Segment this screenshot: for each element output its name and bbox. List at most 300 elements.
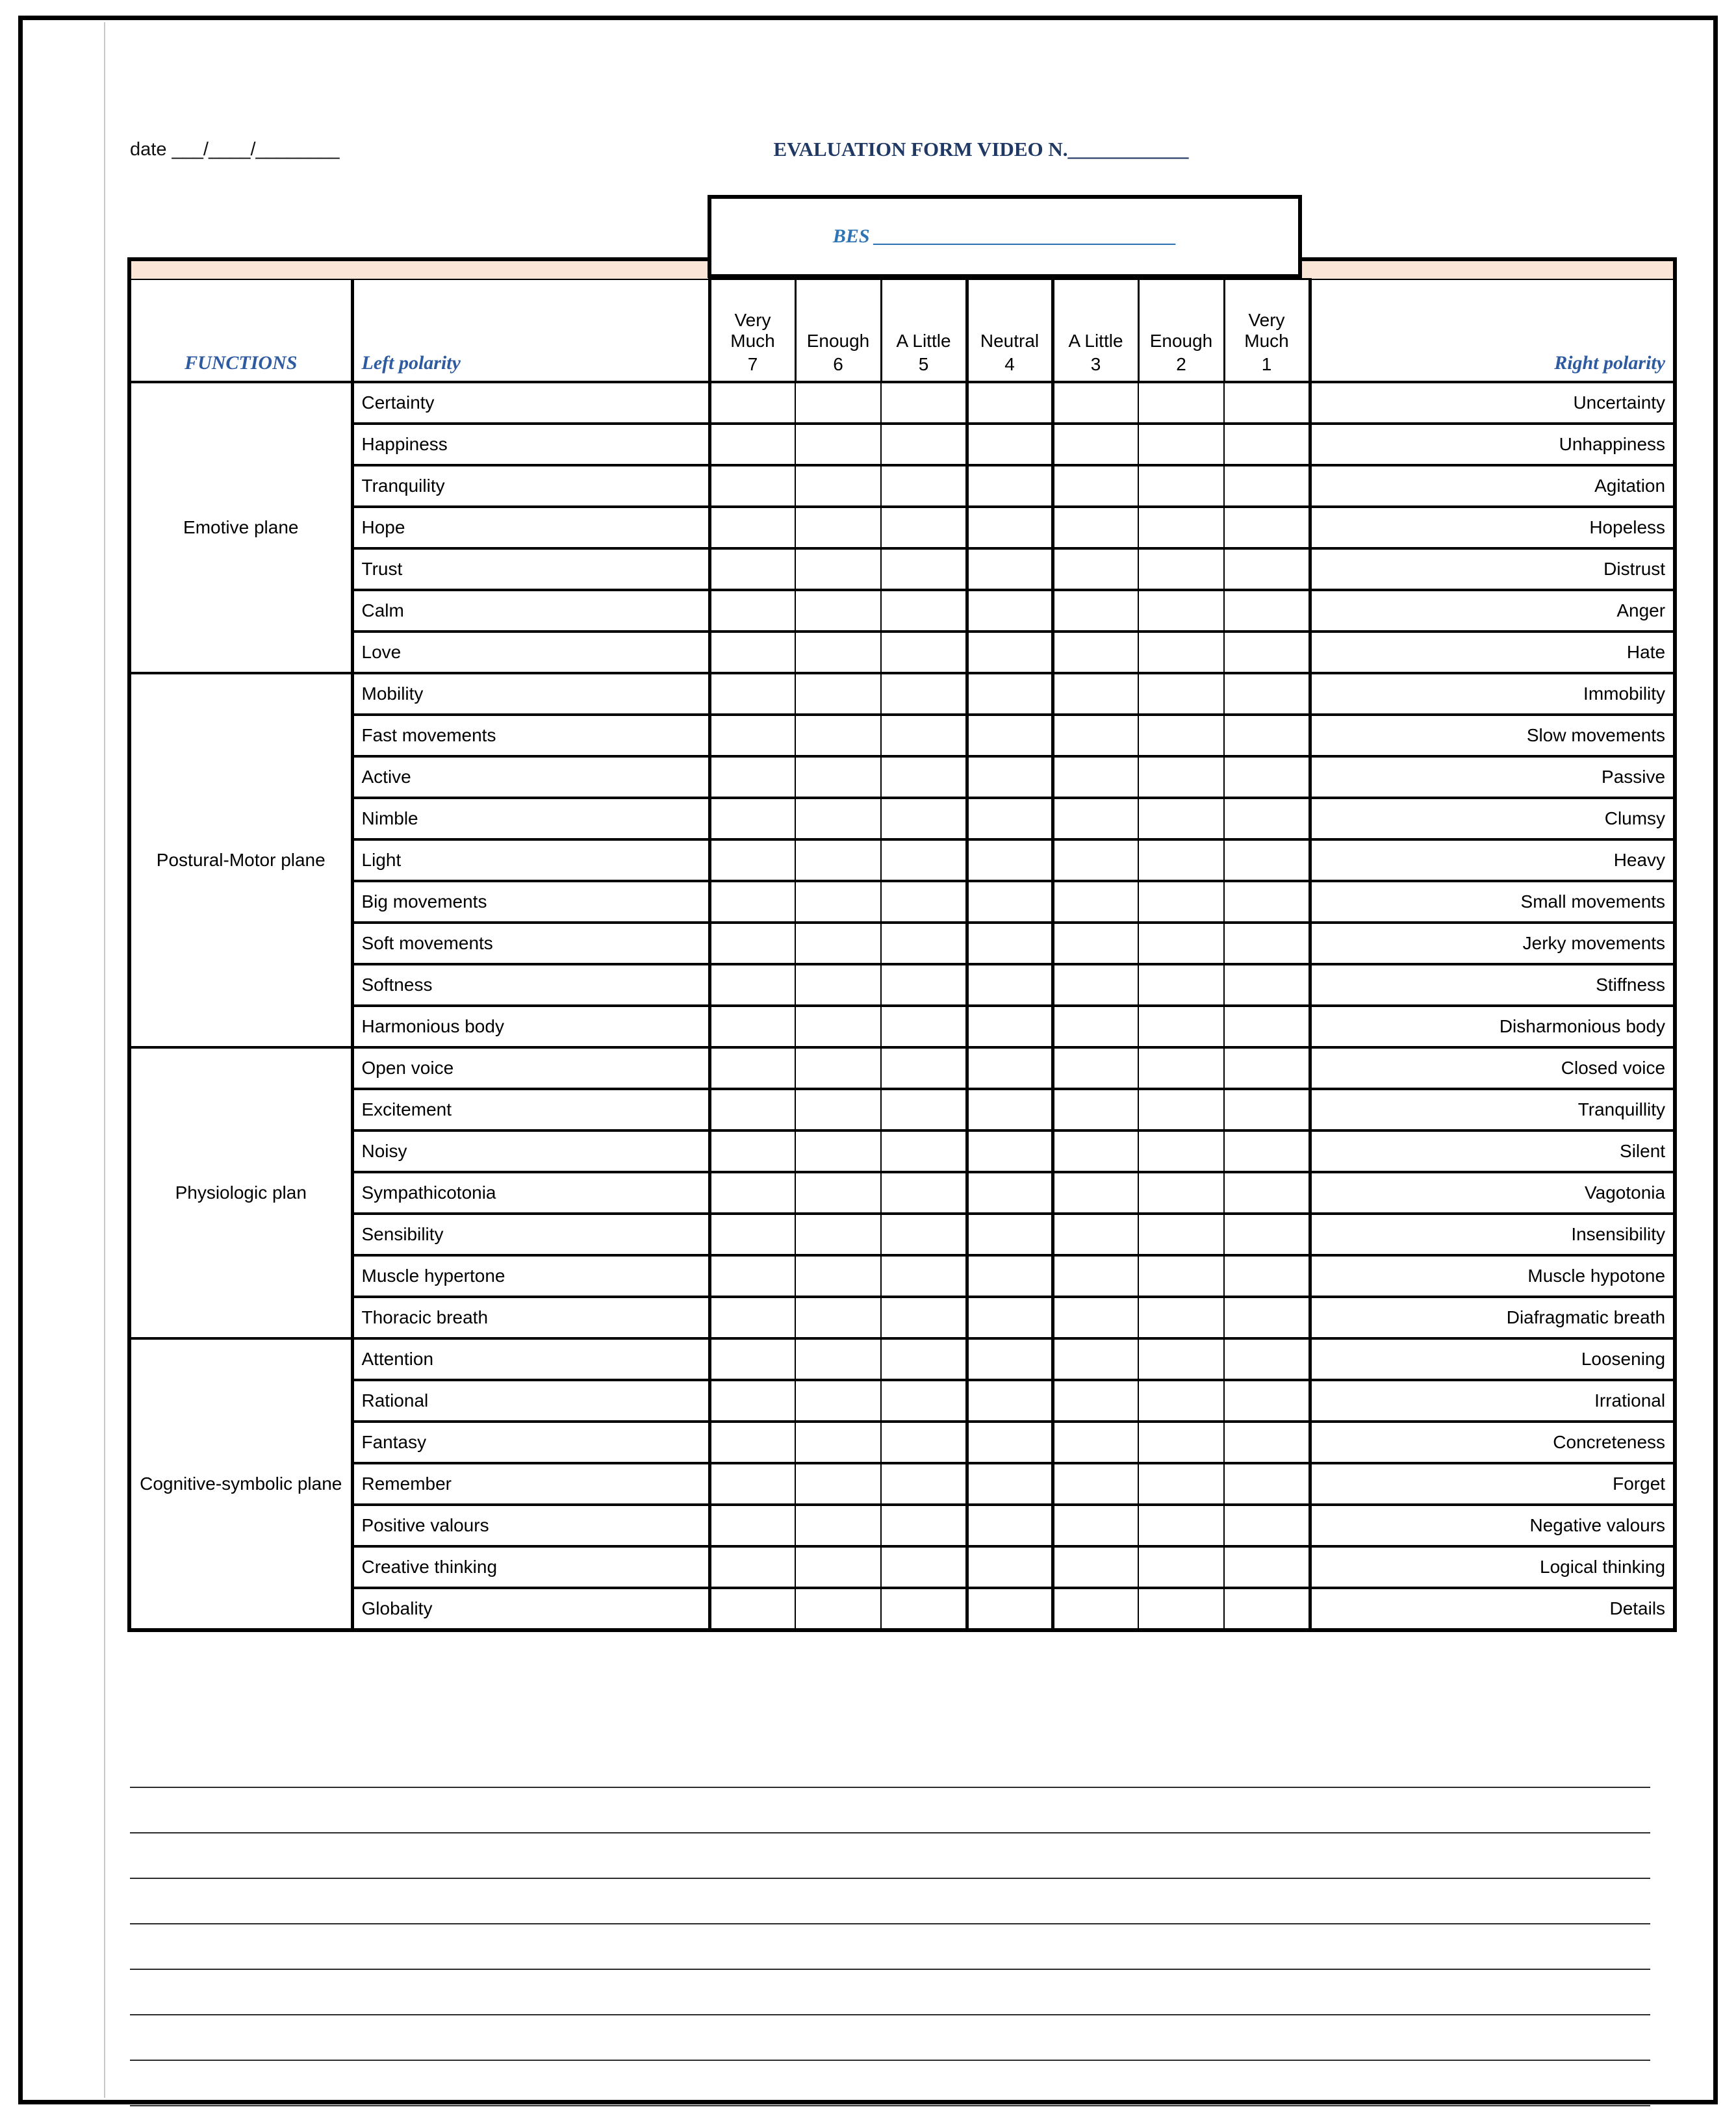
polarity-right-cell: Logical thinking bbox=[1310, 1546, 1675, 1588]
rating-cell[interactable] bbox=[967, 923, 1053, 964]
table-row bbox=[129, 881, 1675, 923]
rating-cell[interactable] bbox=[1053, 632, 1138, 673]
rating-cell[interactable] bbox=[881, 1297, 967, 1338]
rating-cell[interactable] bbox=[881, 1089, 967, 1130]
table-row bbox=[129, 1422, 1675, 1463]
rating-cell[interactable] bbox=[1224, 923, 1310, 964]
rating-cell[interactable] bbox=[1138, 1297, 1224, 1338]
rating-cell[interactable] bbox=[709, 1255, 795, 1297]
note-line[interactable] bbox=[130, 1970, 1650, 2015]
rating-cell[interactable] bbox=[795, 632, 881, 673]
rating-cell[interactable] bbox=[1224, 424, 1310, 465]
table-header-row bbox=[129, 279, 1675, 382]
rating-cell[interactable] bbox=[795, 1255, 881, 1297]
rating-cell[interactable] bbox=[709, 424, 795, 465]
rating-cell[interactable] bbox=[709, 465, 795, 507]
rating-cell[interactable] bbox=[1224, 1255, 1310, 1297]
rating-cell[interactable] bbox=[1224, 1588, 1310, 1630]
rating-cell[interactable] bbox=[1224, 964, 1310, 1006]
rating-cell[interactable] bbox=[967, 964, 1053, 1006]
rating-cell[interactable] bbox=[1138, 756, 1224, 798]
rating-cell[interactable] bbox=[881, 1588, 967, 1630]
rating-column-header: Enough 2 bbox=[1138, 279, 1224, 382]
rating-cell[interactable] bbox=[1224, 715, 1310, 756]
function-group-cell: Postural-Motor plane bbox=[129, 673, 352, 1047]
rating-cell[interactable] bbox=[1053, 756, 1138, 798]
polarity-left-cell: Fantasy bbox=[352, 1422, 709, 1463]
rating-cell[interactable] bbox=[881, 756, 967, 798]
rating-cell[interactable] bbox=[881, 1172, 967, 1214]
rating-cell[interactable] bbox=[1138, 1338, 1224, 1380]
rating-cell[interactable] bbox=[1138, 1380, 1224, 1422]
polarity-left-cell: Trust bbox=[352, 548, 709, 590]
rating-cell[interactable] bbox=[1224, 632, 1310, 673]
rating-cell[interactable] bbox=[881, 424, 967, 465]
rating-cell[interactable] bbox=[1224, 881, 1310, 923]
table-row bbox=[129, 1546, 1675, 1588]
polarity-right-cell: Tranquillity bbox=[1310, 1089, 1675, 1130]
polarity-left-cell: Rational bbox=[352, 1380, 709, 1422]
rating-cell[interactable] bbox=[1224, 1380, 1310, 1422]
rating-cell[interactable] bbox=[1053, 1505, 1138, 1546]
rating-cell[interactable] bbox=[1053, 548, 1138, 590]
polarity-right-cell: Diafragmatic breath bbox=[1310, 1297, 1675, 1338]
rating-cell[interactable] bbox=[1138, 923, 1224, 964]
rating-cell[interactable] bbox=[1138, 798, 1224, 839]
bes-box[interactable] bbox=[708, 195, 1302, 278]
rating-cell[interactable] bbox=[967, 1172, 1053, 1214]
rating-cell[interactable] bbox=[881, 715, 967, 756]
polarity-right-cell: Uncertainty bbox=[1310, 382, 1675, 424]
rating-cell[interactable] bbox=[881, 465, 967, 507]
rating-cell[interactable] bbox=[881, 923, 967, 964]
rating-cell[interactable] bbox=[709, 1422, 795, 1463]
rating-cell[interactable] bbox=[795, 1130, 881, 1172]
table-row bbox=[129, 1089, 1675, 1130]
rating-cell[interactable] bbox=[795, 590, 881, 632]
rating-cell[interactable] bbox=[1138, 465, 1224, 507]
functions-header: FUNCTIONS bbox=[129, 279, 352, 382]
rating-cell[interactable] bbox=[881, 632, 967, 673]
rating-cell[interactable] bbox=[795, 1006, 881, 1047]
rating-cell[interactable] bbox=[1138, 1214, 1224, 1255]
polarity-right-cell: Distrust bbox=[1310, 548, 1675, 590]
rating-cell[interactable] bbox=[795, 382, 881, 424]
rating-cell[interactable] bbox=[1138, 382, 1224, 424]
function-group-cell: Physiologic plan bbox=[129, 1047, 352, 1338]
rating-cell[interactable] bbox=[881, 590, 967, 632]
rating-cell[interactable] bbox=[1224, 673, 1310, 715]
rating-cell[interactable] bbox=[1138, 424, 1224, 465]
rating-cell[interactable] bbox=[709, 1380, 795, 1422]
polarity-left-cell: Certainty bbox=[352, 382, 709, 424]
rating-cell[interactable] bbox=[1224, 1214, 1310, 1255]
rating-cell[interactable] bbox=[967, 1089, 1053, 1130]
rating-cell[interactable] bbox=[1053, 1214, 1138, 1255]
rating-cell[interactable] bbox=[795, 715, 881, 756]
rating-cell[interactable] bbox=[1053, 1089, 1138, 1130]
rating-cell[interactable] bbox=[1224, 1422, 1310, 1463]
notes-section bbox=[130, 1743, 1650, 2106]
rating-cell[interactable] bbox=[967, 1380, 1053, 1422]
table-row bbox=[129, 839, 1675, 881]
rating-column-header: Neutral 4 bbox=[967, 279, 1053, 382]
polarity-left-cell: Soft movements bbox=[352, 923, 709, 964]
rating-column-header: Enough 6 bbox=[795, 279, 881, 382]
rating-cell[interactable] bbox=[967, 1214, 1053, 1255]
rating-cell[interactable] bbox=[1138, 632, 1224, 673]
rating-cell[interactable] bbox=[795, 1047, 881, 1089]
rating-cell[interactable] bbox=[967, 1546, 1053, 1588]
function-group-cell: Cognitive-symbolic plane bbox=[129, 1338, 352, 1630]
note-line[interactable] bbox=[130, 1788, 1650, 1833]
rating-cell[interactable] bbox=[795, 1422, 881, 1463]
page-title: EVALUATION FORM VIDEO N.____________ bbox=[773, 138, 1189, 160]
rating-cell[interactable] bbox=[1224, 1172, 1310, 1214]
rating-cell[interactable] bbox=[1138, 673, 1224, 715]
rating-cell[interactable] bbox=[881, 1255, 967, 1297]
rating-cell[interactable] bbox=[1053, 1130, 1138, 1172]
rating-column-header: Very Much 7 bbox=[709, 279, 795, 382]
function-group-cell: Emotive plane bbox=[129, 382, 352, 673]
rating-cell[interactable] bbox=[967, 548, 1053, 590]
rating-cell[interactable] bbox=[1224, 1463, 1310, 1505]
rating-cell[interactable] bbox=[1138, 590, 1224, 632]
rating-cell[interactable] bbox=[1138, 548, 1224, 590]
bes-label: BES _______________________________ bbox=[832, 225, 1177, 247]
table-row bbox=[129, 1255, 1675, 1297]
rating-cell[interactable] bbox=[1138, 1130, 1224, 1172]
rating-cell[interactable] bbox=[881, 881, 967, 923]
rating-cell[interactable] bbox=[1053, 715, 1138, 756]
rating-cell[interactable] bbox=[709, 1214, 795, 1255]
polarity-left-cell: Hope bbox=[352, 507, 709, 548]
rating-cell[interactable] bbox=[709, 964, 795, 1006]
polarity-right-cell: Agitation bbox=[1310, 465, 1675, 507]
note-line[interactable] bbox=[130, 2015, 1650, 2061]
polarity-right-cell: Muscle hypotone bbox=[1310, 1255, 1675, 1297]
rating-cell[interactable] bbox=[709, 839, 795, 881]
rating-cell[interactable] bbox=[1053, 590, 1138, 632]
rating-cell[interactable] bbox=[967, 798, 1053, 839]
rating-cell[interactable] bbox=[967, 590, 1053, 632]
rating-column-header: A Little 3 bbox=[1053, 279, 1138, 382]
rating-cell[interactable] bbox=[709, 881, 795, 923]
rating-cell[interactable] bbox=[1138, 507, 1224, 548]
rating-cell[interactable] bbox=[709, 1130, 795, 1172]
rating-cell[interactable] bbox=[795, 465, 881, 507]
rating-cell[interactable] bbox=[1138, 1588, 1224, 1630]
rating-cell[interactable] bbox=[967, 839, 1053, 881]
rating-cell[interactable] bbox=[795, 881, 881, 923]
polarity-left-cell: Positive valours bbox=[352, 1505, 709, 1546]
rating-cell[interactable] bbox=[1053, 881, 1138, 923]
rating-cell[interactable] bbox=[709, 1463, 795, 1505]
polarity-right-cell: Details bbox=[1310, 1588, 1675, 1630]
table-row bbox=[129, 1214, 1675, 1255]
rating-cell[interactable] bbox=[967, 1255, 1053, 1297]
rating-cell[interactable] bbox=[1224, 1089, 1310, 1130]
rating-cell[interactable] bbox=[881, 1422, 967, 1463]
rating-cell[interactable] bbox=[1138, 1546, 1224, 1588]
rating-cell[interactable] bbox=[967, 1422, 1053, 1463]
rating-cell[interactable] bbox=[967, 1297, 1053, 1338]
polarity-right-cell: Slow movements bbox=[1310, 715, 1675, 756]
rating-cell[interactable] bbox=[967, 1505, 1053, 1546]
note-line[interactable] bbox=[130, 1833, 1650, 1879]
rating-cell[interactable] bbox=[881, 1463, 967, 1505]
rating-cell[interactable] bbox=[795, 1463, 881, 1505]
rating-cell[interactable] bbox=[1053, 673, 1138, 715]
rating-cell[interactable] bbox=[795, 548, 881, 590]
polarity-right-cell: Hopeless bbox=[1310, 507, 1675, 548]
rating-cell[interactable] bbox=[967, 424, 1053, 465]
table-row bbox=[129, 798, 1675, 839]
rating-cell[interactable] bbox=[1224, 507, 1310, 548]
rating-cell[interactable] bbox=[881, 1380, 967, 1422]
rating-cell[interactable] bbox=[1138, 1255, 1224, 1297]
rating-cell[interactable] bbox=[1138, 1505, 1224, 1546]
polarity-left-cell: Softness bbox=[352, 964, 709, 1006]
rating-cell[interactable] bbox=[881, 1505, 967, 1546]
rating-cell[interactable] bbox=[1053, 1006, 1138, 1047]
rating-cell[interactable] bbox=[1138, 881, 1224, 923]
polarity-right-cell: Concreteness bbox=[1310, 1422, 1675, 1463]
polarity-left-cell: Big movements bbox=[352, 881, 709, 923]
rating-cell[interactable] bbox=[1053, 1047, 1138, 1089]
rating-cell[interactable] bbox=[709, 1338, 795, 1380]
rating-cell[interactable] bbox=[1053, 465, 1138, 507]
rating-cell[interactable] bbox=[1224, 1505, 1310, 1546]
rating-cell[interactable] bbox=[709, 1546, 795, 1588]
rating-cell[interactable] bbox=[881, 1130, 967, 1172]
rating-cell[interactable] bbox=[1224, 1006, 1310, 1047]
table-row bbox=[129, 1588, 1675, 1630]
table-row bbox=[129, 382, 1675, 424]
polarity-left-cell: Harmonious body bbox=[352, 1006, 709, 1047]
rating-cell[interactable] bbox=[795, 1588, 881, 1630]
rating-cell[interactable] bbox=[795, 1505, 881, 1546]
rating-cell[interactable] bbox=[967, 1130, 1053, 1172]
table-row bbox=[129, 964, 1675, 1006]
table-row bbox=[129, 548, 1675, 590]
rating-cell[interactable] bbox=[1053, 1588, 1138, 1630]
rating-cell[interactable] bbox=[709, 1047, 795, 1089]
rating-cell[interactable] bbox=[1053, 1297, 1138, 1338]
rating-cell[interactable] bbox=[881, 548, 967, 590]
polarity-left-cell: Nimble bbox=[352, 798, 709, 839]
rating-cell[interactable] bbox=[881, 1546, 967, 1588]
table-row bbox=[129, 632, 1675, 673]
rating-cell[interactable] bbox=[709, 382, 795, 424]
polarity-right-cell: Insensibility bbox=[1310, 1214, 1675, 1255]
rating-cell[interactable] bbox=[1224, 1338, 1310, 1380]
table-row bbox=[129, 715, 1675, 756]
polarity-right-cell: Clumsy bbox=[1310, 798, 1675, 839]
rating-cell[interactable] bbox=[709, 673, 795, 715]
rating-cell[interactable] bbox=[881, 1338, 967, 1380]
rating-cell[interactable] bbox=[1138, 1172, 1224, 1214]
rating-cell[interactable] bbox=[1053, 923, 1138, 964]
rating-cell[interactable] bbox=[709, 548, 795, 590]
rating-cell[interactable] bbox=[881, 507, 967, 548]
polarity-right-cell: Vagotonia bbox=[1310, 1172, 1675, 1214]
rating-cell[interactable] bbox=[709, 715, 795, 756]
rating-cell[interactable] bbox=[1053, 382, 1138, 424]
rating-cell[interactable] bbox=[709, 1297, 795, 1338]
rating-cell[interactable] bbox=[1138, 964, 1224, 1006]
rating-cell[interactable] bbox=[709, 756, 795, 798]
rating-cell[interactable] bbox=[1224, 1047, 1310, 1089]
polarity-right-cell: Heavy bbox=[1310, 839, 1675, 881]
rating-cell[interactable] bbox=[1053, 964, 1138, 1006]
rating-cell[interactable] bbox=[1224, 1297, 1310, 1338]
rating-cell[interactable] bbox=[967, 1338, 1053, 1380]
rating-cell[interactable] bbox=[795, 424, 881, 465]
rating-cell[interactable] bbox=[709, 1588, 795, 1630]
rating-cell[interactable] bbox=[709, 632, 795, 673]
rating-cell[interactable] bbox=[1053, 507, 1138, 548]
table-row bbox=[129, 1006, 1675, 1047]
rating-cell[interactable] bbox=[967, 1006, 1053, 1047]
rating-cell[interactable] bbox=[795, 1214, 881, 1255]
table-row bbox=[129, 1505, 1675, 1546]
table-row bbox=[129, 1463, 1675, 1505]
table-row bbox=[129, 424, 1675, 465]
rating-cell[interactable] bbox=[967, 465, 1053, 507]
table-row bbox=[129, 756, 1675, 798]
rating-cell[interactable] bbox=[709, 1089, 795, 1130]
rating-cell[interactable] bbox=[1224, 590, 1310, 632]
rating-cell[interactable] bbox=[881, 382, 967, 424]
rating-cell[interactable] bbox=[967, 632, 1053, 673]
date-field[interactable]: date ___/____/________ bbox=[130, 139, 340, 160]
polarity-left-cell: Excitement bbox=[352, 1089, 709, 1130]
polarity-right-cell: Immobility bbox=[1310, 673, 1675, 715]
rating-cell[interactable] bbox=[967, 673, 1053, 715]
rating-cell[interactable] bbox=[1224, 839, 1310, 881]
rating-cell[interactable] bbox=[1224, 798, 1310, 839]
rating-cell[interactable] bbox=[709, 798, 795, 839]
rating-cell[interactable] bbox=[967, 1463, 1053, 1505]
rating-cell[interactable] bbox=[881, 1047, 967, 1089]
rating-cell[interactable] bbox=[1138, 715, 1224, 756]
rating-cell[interactable] bbox=[1138, 839, 1224, 881]
rating-cell[interactable] bbox=[1053, 1338, 1138, 1380]
rating-cell[interactable] bbox=[709, 1172, 795, 1214]
rating-cell[interactable] bbox=[1053, 1463, 1138, 1505]
rating-cell[interactable] bbox=[795, 1338, 881, 1380]
rating-cell[interactable] bbox=[1138, 1463, 1224, 1505]
rating-cell[interactable] bbox=[709, 1006, 795, 1047]
rating-cell[interactable] bbox=[967, 1588, 1053, 1630]
table-row bbox=[129, 923, 1675, 964]
rating-cell[interactable] bbox=[1138, 1089, 1224, 1130]
rating-cell[interactable] bbox=[795, 1380, 881, 1422]
polarity-right-cell: Jerky movements bbox=[1310, 923, 1675, 964]
rating-cell[interactable] bbox=[1138, 1006, 1224, 1047]
rating-cell[interactable] bbox=[881, 1214, 967, 1255]
rating-cell[interactable] bbox=[1053, 839, 1138, 881]
rating-column-header: A Little 5 bbox=[881, 279, 967, 382]
polarity-left-cell: Globality bbox=[352, 1588, 709, 1630]
table-row bbox=[129, 507, 1675, 548]
rating-column-header: Very Much 1 bbox=[1224, 279, 1310, 382]
polarity-right-cell: Irrational bbox=[1310, 1380, 1675, 1422]
table-row bbox=[129, 1380, 1675, 1422]
rating-cell[interactable] bbox=[795, 756, 881, 798]
polarity-left-cell: Tranquility bbox=[352, 465, 709, 507]
rating-cell[interactable] bbox=[1224, 1546, 1310, 1588]
rating-cell[interactable] bbox=[967, 715, 1053, 756]
rating-cell[interactable] bbox=[1138, 1422, 1224, 1463]
rating-cell[interactable] bbox=[795, 798, 881, 839]
rating-cell[interactable] bbox=[967, 507, 1053, 548]
table-row bbox=[129, 1047, 1675, 1089]
rating-cell[interactable] bbox=[795, 673, 881, 715]
polarity-right-cell: Disharmonious body bbox=[1310, 1006, 1675, 1047]
note-line[interactable] bbox=[130, 2061, 1650, 2106]
rating-cell[interactable] bbox=[1138, 1047, 1224, 1089]
rating-cell[interactable] bbox=[709, 1505, 795, 1546]
rating-cell[interactable] bbox=[1224, 548, 1310, 590]
polarity-right-cell: Stiffness bbox=[1310, 964, 1675, 1006]
rating-cell[interactable] bbox=[1053, 1422, 1138, 1463]
rating-cell[interactable] bbox=[1053, 798, 1138, 839]
rating-cell[interactable] bbox=[967, 756, 1053, 798]
rating-cell[interactable] bbox=[795, 1172, 881, 1214]
rating-cell[interactable] bbox=[1053, 1546, 1138, 1588]
rating-cell[interactable] bbox=[1224, 465, 1310, 507]
rating-cell[interactable] bbox=[967, 1047, 1053, 1089]
rating-cell[interactable] bbox=[795, 1297, 881, 1338]
rating-cell[interactable] bbox=[967, 382, 1053, 424]
rating-cell[interactable] bbox=[795, 839, 881, 881]
rating-cell[interactable] bbox=[881, 839, 967, 881]
right-polarity-header: Right polarity bbox=[1554, 351, 1666, 374]
rating-cell[interactable] bbox=[881, 798, 967, 839]
rating-cell[interactable] bbox=[795, 507, 881, 548]
note-line[interactable] bbox=[130, 1743, 1650, 1788]
rating-cell[interactable] bbox=[1053, 1255, 1138, 1297]
rating-cell[interactable] bbox=[1053, 1172, 1138, 1214]
rating-cell[interactable] bbox=[967, 881, 1053, 923]
rating-cell[interactable] bbox=[1224, 1130, 1310, 1172]
rating-cell[interactable] bbox=[1224, 382, 1310, 424]
rating-cell[interactable] bbox=[795, 923, 881, 964]
rating-cell[interactable] bbox=[1224, 756, 1310, 798]
rating-cell[interactable] bbox=[795, 964, 881, 1006]
rating-cell[interactable] bbox=[881, 1006, 967, 1047]
rating-cell[interactable] bbox=[1053, 424, 1138, 465]
evaluation-table bbox=[127, 257, 1677, 1632]
polarity-left-cell: Light bbox=[352, 839, 709, 881]
table-row bbox=[129, 590, 1675, 632]
rating-cell[interactable] bbox=[709, 507, 795, 548]
rating-cell[interactable] bbox=[709, 923, 795, 964]
table-row bbox=[129, 1130, 1675, 1172]
rating-cell[interactable] bbox=[881, 964, 967, 1006]
rating-cell[interactable] bbox=[1053, 1380, 1138, 1422]
note-line[interactable] bbox=[130, 1879, 1650, 1924]
rating-cell[interactable] bbox=[709, 590, 795, 632]
note-line[interactable] bbox=[130, 1924, 1650, 1970]
polarity-right-cell: Loosening bbox=[1310, 1338, 1675, 1380]
rating-cell[interactable] bbox=[795, 1089, 881, 1130]
rating-cell[interactable] bbox=[795, 1546, 881, 1588]
polarity-left-cell: Calm bbox=[352, 590, 709, 632]
rating-cell[interactable] bbox=[881, 673, 967, 715]
